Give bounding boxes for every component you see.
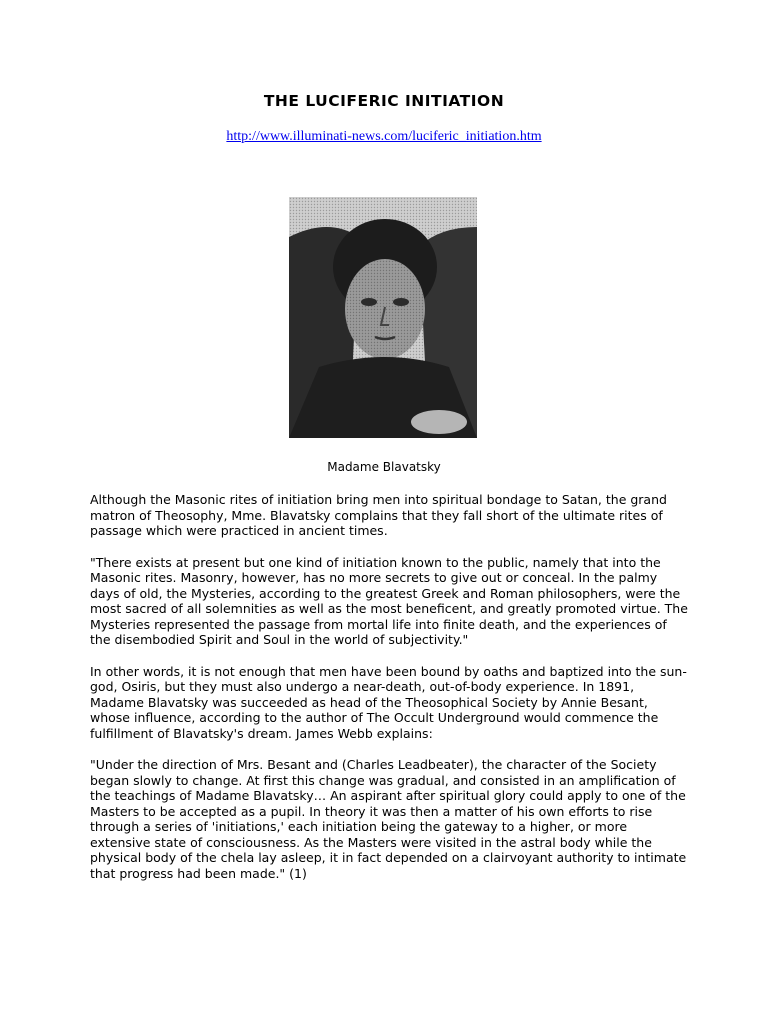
paragraph: "There exists at present but one kind of initiation known to the public, namely that into the Masonic rites. Masonry, however, has no more secrets to give out or conceal. In the palmy days of old, the Mysteries, according to the greatest Greek and Roman philosophers, were the most sacred of all solemnities as well as the most beneficent, and greatly promoted virtue. The Mysteries represented the passage from mortal life into finite death, and the experiences of the disembodied Spirit and Soul in the world of subjectivity.": [90, 554, 688, 647]
photo-caption: Madame Blavatsky: [327, 460, 441, 474]
article-body: [90, 492, 690, 897]
source-url: [0, 129, 768, 145]
paragraph: Although the Masonic rites of initiation bring men into spiritual bondage to Satan, the grand matron of Theosophy, Mme. Blavatsky complains that they fall short of the ultimate rites of passage which were practiced in ancient times.: [90, 492, 667, 538]
page-title: THE LUCIFERIC INITIATION: [263, 92, 505, 110]
source-url-link[interactable]: http://www.illuminati-news.com/luciferic_initiation.htm: [226, 129, 542, 144]
portrait-photo: [289, 197, 477, 438]
paragraph: In other words, it is not enough that men have been bound by oaths and baptized into the sun-god, Osiris, but they must also undergo a near-death, out-of-body experience. In 1891, Madame Blavatsky was succeeded as head of the Theosophical Society by Annie Besant, whose influence, according to the author of The Occult Underground would commence the fulfillment of Blavatsky's dream. James Webb explains:: [90, 663, 687, 741]
paragraph: "Under the direction of Mrs. Besant and (Charles Leadbeater), the character of the Society began slowly to change. At first this change was gradual, and consisted in an amplification of the teachings of Madame Blavatsky… An aspirant after spiritual glory could apply to one of the Masters to be accepted as a pupil. In theory it was then a matter of his own efforts to rise through a series of 'initiations,' each initiation being the gateway to a higher, or more extensive state of consciousness. As the Masters were visited in the astral body while the physical body of the chela lay asleep, it in fact depended on a clairvoyant authority to intimate that progress had been made." (1): [90, 757, 687, 881]
